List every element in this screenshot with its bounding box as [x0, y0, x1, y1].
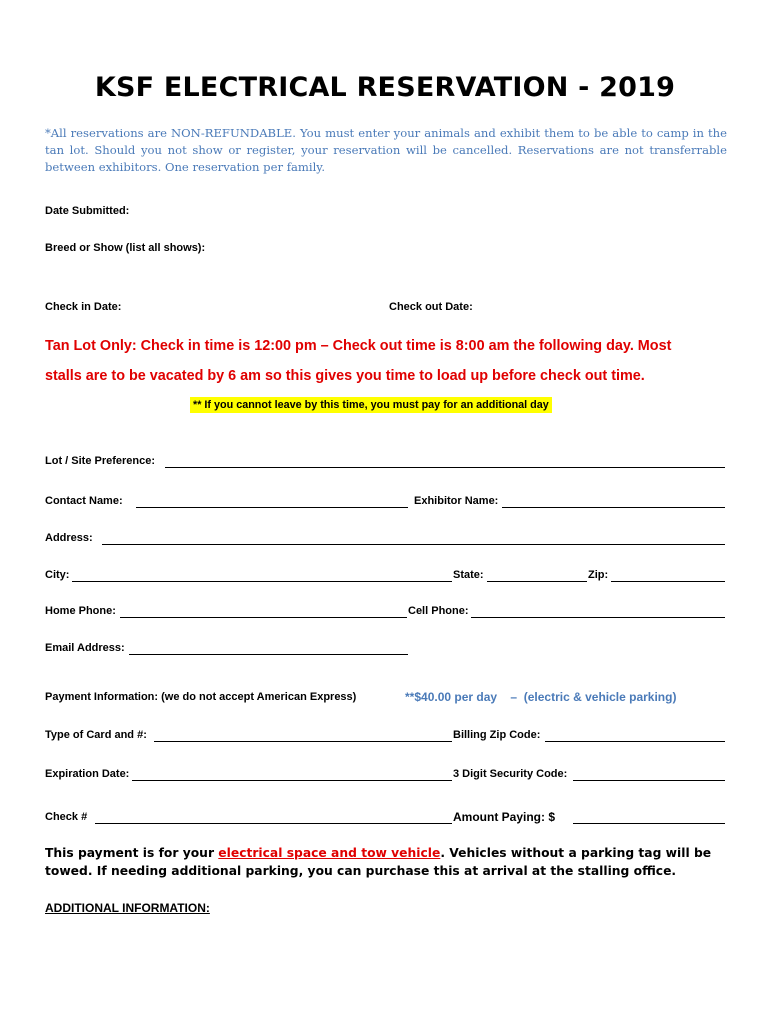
state-field[interactable] — [487, 581, 587, 582]
expiration-field[interactable] — [132, 780, 452, 781]
home-phone-label: Home Phone: — [45, 605, 116, 617]
state-label: State: — [453, 569, 484, 581]
exhibitor-name-label: Exhibitor Name: — [414, 495, 499, 507]
cell-phone-label: Cell Phone: — [408, 605, 469, 617]
additional-day-highlight: ** If you cannot leave by this time, you must pay for an additional day — [190, 397, 552, 413]
refund-notice: *All reservations are NON-REFUNDABLE. You must enter your animals and exhibit them to be able to camp in the tan lot. Should you not show or register, your reservation will be cancelled. Reservations are not transferrable between exhibitors. One reservation per family. — [45, 126, 727, 174]
contact-name-field[interactable] — [136, 507, 408, 508]
lot-preference-label: Lot / Site Preference: — [45, 455, 156, 467]
security-code-field[interactable] — [573, 780, 725, 781]
price-note: **$40.00 per day – (electric & vehicle parking) — [405, 690, 677, 704]
amount-paying-label: Amount Paying: $ — [453, 810, 556, 824]
check-out-label: Check out Date: — [389, 301, 473, 313]
home-phone-field[interactable] — [120, 617, 407, 618]
additional-information-heading: ADDITIONAL INFORMATION: — [45, 901, 210, 915]
page-title: KSF ELECTRICAL RESERVATION - 2019 — [94, 72, 676, 103]
exhibitor-name-field[interactable] — [502, 507, 725, 508]
card-type-label: Type of Card and #: — [45, 729, 147, 741]
contact-name-label: Contact Name: — [45, 495, 123, 507]
check-number-label: Check # — [45, 811, 88, 823]
electrical-space-emphasis: electrical space and tow vehicle — [218, 846, 441, 860]
email-label: Email Address: — [45, 642, 125, 654]
payment-note-end: . Vehicles without a parking tag will be towed. If needing additional parking, you can purchase this at arrival at the stalling office. — [45, 846, 712, 878]
check-number-field[interactable] — [95, 823, 452, 824]
expiration-label: Expiration Date: — [45, 768, 130, 780]
payment-info-label: Payment Information: (we do not accept American Express) — [45, 691, 357, 703]
payment-note-start: This payment is for your — [45, 846, 219, 860]
city-field[interactable] — [72, 581, 452, 582]
tan-lot-notice-line2: stalls are to be vacated by 6 am so this gives you time to load up before check out time. — [45, 368, 645, 384]
tan-lot-notice-line1: Tan Lot Only: Check in time is 12:00 pm – Check out time is 8:00 am the following day. Most — [45, 338, 672, 354]
address-label: Address: — [45, 532, 93, 544]
cell-phone-field[interactable] — [471, 617, 725, 618]
security-code-label: 3 Digit Security Code: — [453, 768, 568, 780]
lot-preference-field[interactable] — [165, 467, 725, 468]
billing-zip-field[interactable] — [545, 741, 725, 742]
address-field[interactable] — [102, 544, 725, 545]
amount-paying-field[interactable] — [573, 823, 725, 824]
check-in-label: Check in Date: — [45, 301, 122, 313]
billing-zip-label: Billing Zip Code: — [453, 729, 541, 741]
card-number-field[interactable] — [154, 741, 452, 742]
breed-or-show-label: Breed or Show (list all shows): — [45, 242, 206, 254]
city-label: City: — [45, 569, 70, 581]
date-submitted-label: Date Submitted: — [45, 205, 130, 217]
payment-note — [45, 844, 735, 880]
email-field[interactable] — [129, 654, 408, 655]
zip-label: Zip: — [588, 569, 609, 581]
zip-field[interactable] — [611, 581, 725, 582]
